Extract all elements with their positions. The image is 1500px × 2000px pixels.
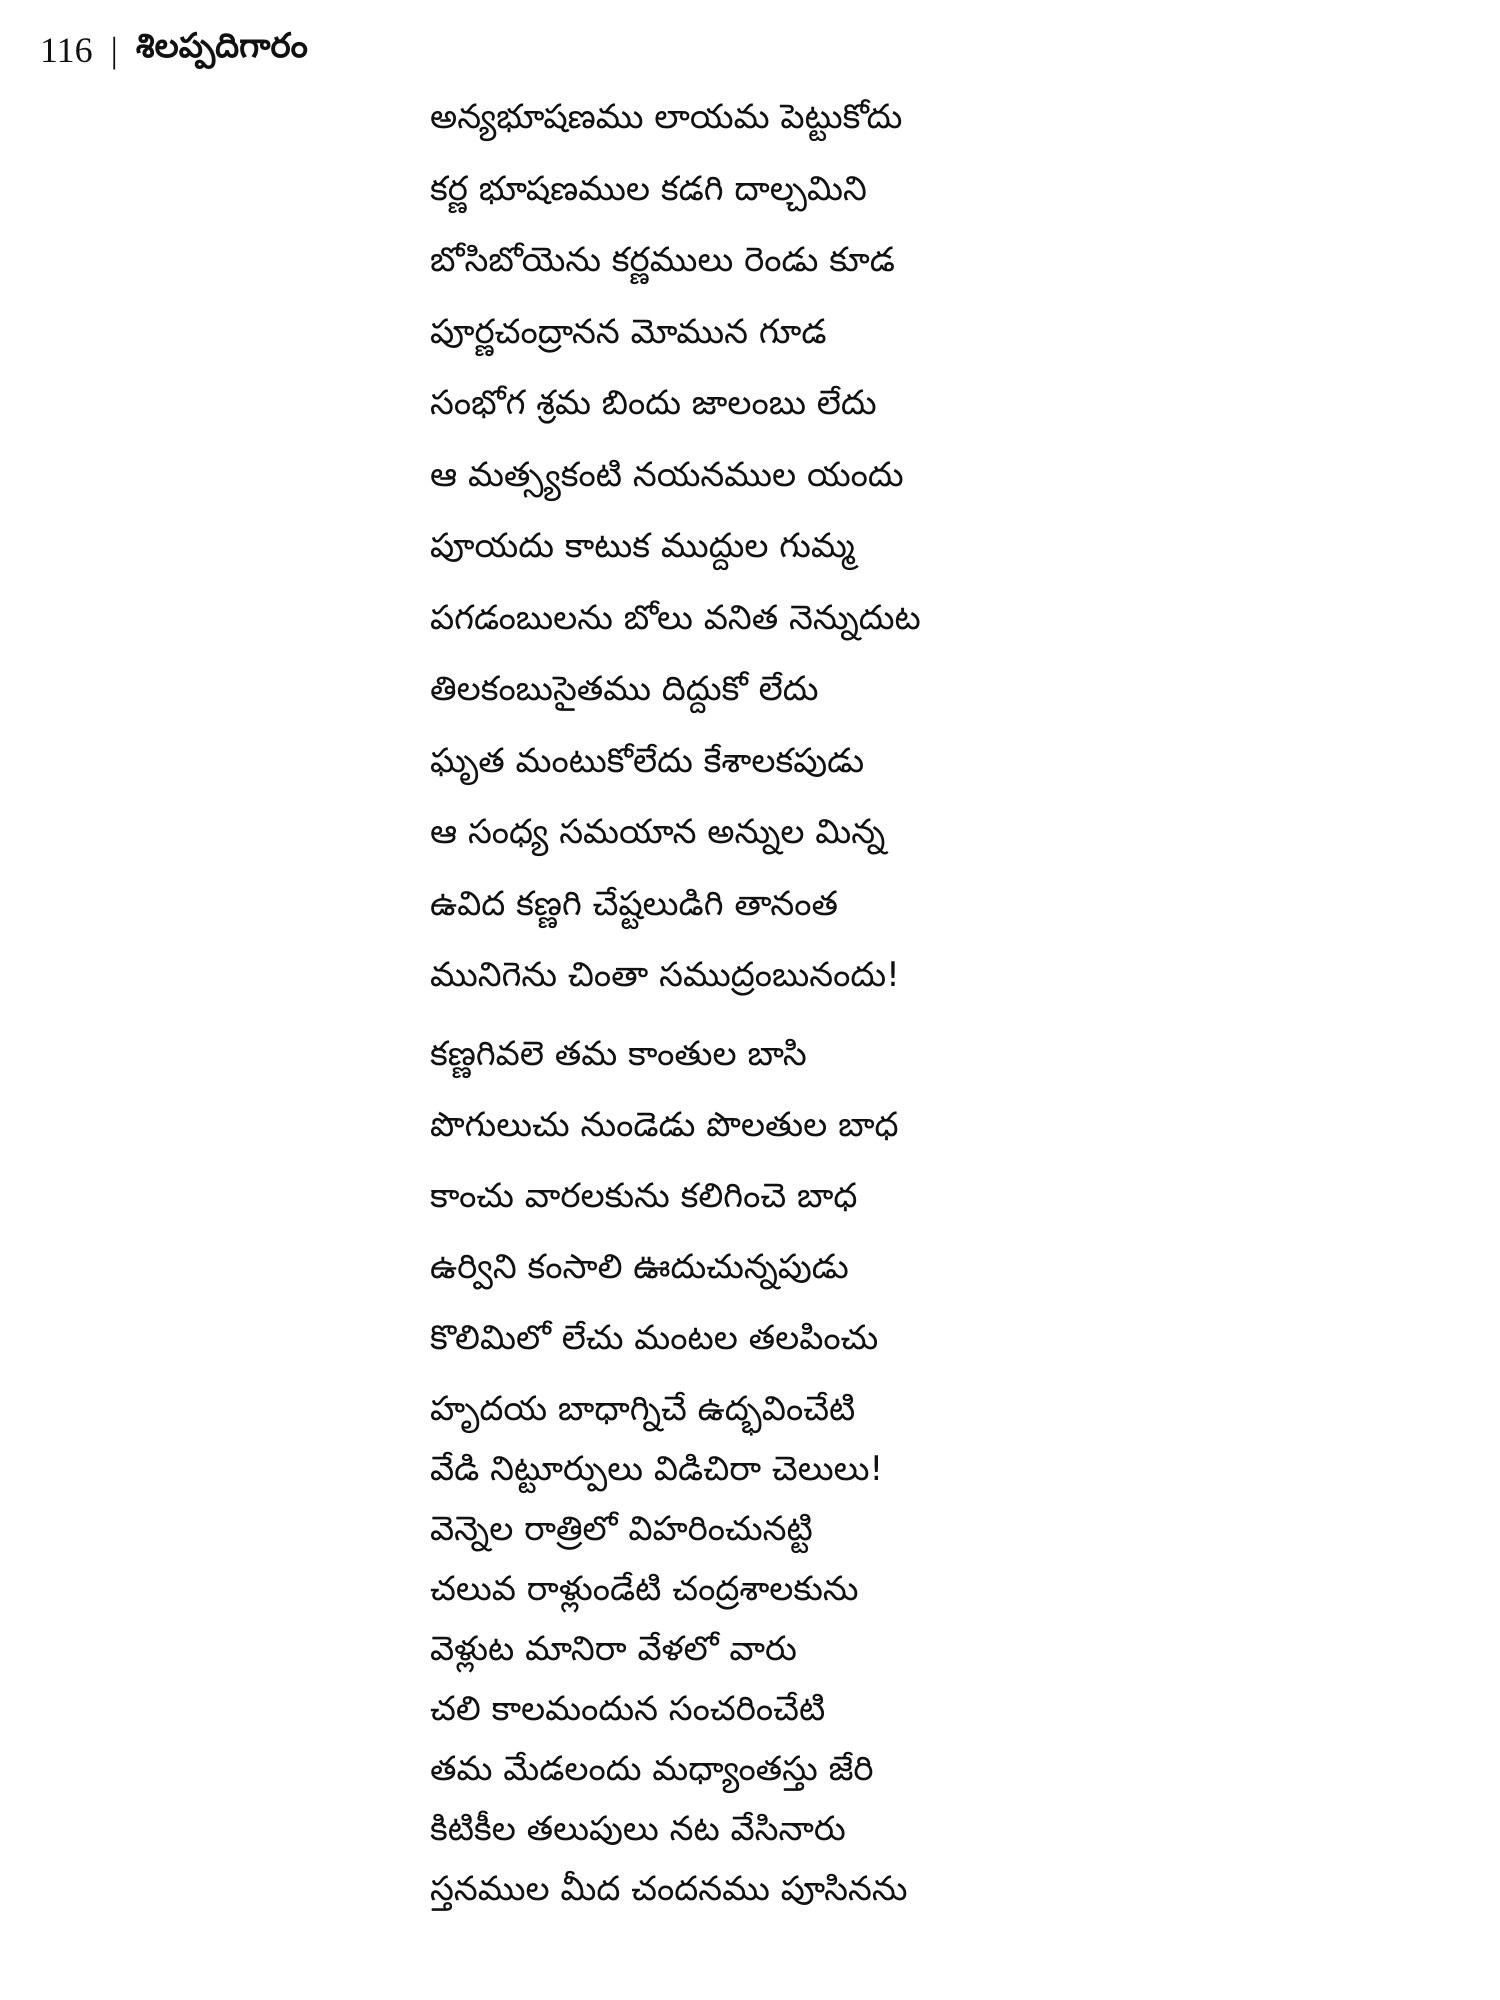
verse-line: పగడంబులను బోలు వనిత నెన్నుదుట [430, 597, 921, 638]
stanza-1 [430, 88, 1430, 1018]
header-separator: | [110, 30, 118, 70]
verse-line: చలువ రాళ్లుండేటి చంద్రశాలకును [430, 1569, 859, 1609]
verse-line: బోసిబోయెను కర్ణములు రెండు కూడ [430, 240, 895, 280]
running-head [40, 22, 308, 78]
verse-line: మునిగెను చింతా సముద్రంబునందు! [430, 955, 900, 995]
book-title: శిలప్పదిగారం [135, 26, 308, 66]
verse-line: వేడి నిట్టూర్పులు విడిచిరా చెలులు! [430, 1449, 884, 1489]
verse-line: వెన్నెల రాత్రిలో విహరించునట్టి [430, 1509, 813, 1549]
verse-line: అన్యభూషణము లాయమ పెట్టుకోదు [430, 97, 903, 137]
verse-line: ఘృత మంటుకోలేదు కేశాలకపుడు [430, 740, 865, 781]
verse-line: హృదయ బాధాగ్నిచే ఉద్భవించేటి [430, 1389, 856, 1429]
verse-line: కణ్ణగివలె తమ కాంతుల బాసి [430, 1034, 807, 1074]
verse-line: ఉవిద కణ్ణగి చేష్టలుడిగి తానంత [430, 883, 838, 924]
verse-line: కాంచు వారలకును కలిగించె బాధ [430, 1176, 858, 1216]
verse-line: పొగులుచు నుండెడు పొలతుల బాధ [430, 1105, 899, 1145]
page-number: 116 [40, 30, 93, 70]
verse-line: కిటికీల తలుపులు నట వేసినారు [430, 1809, 846, 1849]
verse-line: ఆ మత్స్యకంటి నయనముల యందు [430, 454, 904, 495]
verse-line: ఉర్విని కంసాలి ఊదుచున్నపుడు [430, 1247, 849, 1287]
verse-line: వెళ్లుట మానిరా వేళలో వారు [430, 1629, 797, 1669]
verse-line: తిలకంబుసైతము దిద్దుకో లేదు [430, 669, 819, 709]
verse-line: స్తనముల మీద చందనము పూసినను [430, 1869, 908, 1909]
verse-line: కొలిమిలో లేచు మంటల తలపించు [430, 1318, 879, 1358]
verse-line: సంభోగ శ్రమ బిందు జాలంబు లేదు [430, 383, 877, 423]
verse-line: చలి కాలమందున సంచరించేటి [430, 1689, 826, 1729]
verse-line: ఆ సంధ్య సమయాన అన్నుల మిన్న [430, 812, 886, 852]
verse-line: పూయదు కాటుక ముద్దుల గుమ్మ [430, 526, 855, 566]
verse-line: పూర్ణచంద్రానన మోమున గూడ [430, 311, 827, 352]
stanza-2 [430, 1025, 1430, 1920]
verse-line: కర్ణ భూషణముల కడగి దాల్చమిని [430, 168, 867, 209]
verse-line: తమ మేడలందు మధ్యాంతస్తు జేరి [430, 1749, 874, 1789]
